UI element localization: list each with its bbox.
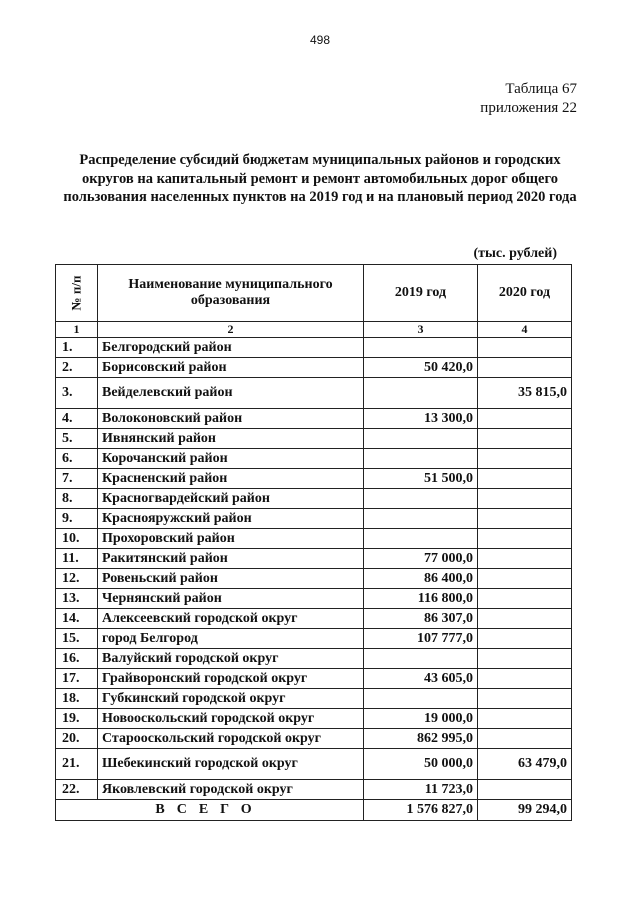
row-name: Белгородский район — [98, 338, 364, 358]
row-value-2020 — [478, 589, 572, 609]
table-row — [56, 569, 572, 589]
row-value-2020 — [478, 669, 572, 689]
row-name: Шебекинский городской округ — [98, 749, 364, 780]
row-name: Ракитянский район — [98, 549, 364, 569]
appendix-number: приложения 22 — [480, 100, 577, 116]
row-value-2020 — [478, 649, 572, 669]
row-number: 12. — [56, 569, 98, 589]
row-number: 6. — [56, 449, 98, 469]
row-value-2019 — [364, 489, 478, 509]
column-index: 3 — [364, 322, 478, 338]
row-number: 18. — [56, 689, 98, 709]
row-value-2019: 50 000,0 — [364, 749, 478, 780]
table-row — [56, 429, 572, 449]
row-number: 14. — [56, 609, 98, 629]
row-number: 7. — [56, 469, 98, 489]
row-value-2020 — [478, 780, 572, 800]
row-value-2019 — [364, 429, 478, 449]
row-name: Красногвардейский район — [98, 489, 364, 509]
row-name: Ивнянский район — [98, 429, 364, 449]
row-name: Борисовский район — [98, 358, 364, 378]
table-row — [56, 780, 572, 800]
row-name: Старооскольский городской округ — [98, 729, 364, 749]
row-number: 1. — [56, 338, 98, 358]
row-value-2020 — [478, 689, 572, 709]
column-index: 1 — [56, 322, 98, 338]
row-number: 21. — [56, 749, 98, 780]
row-name: Губкинский городской округ — [98, 689, 364, 709]
table-row — [56, 749, 572, 780]
row-number: 19. — [56, 709, 98, 729]
total-2020: 99 294,0 — [478, 800, 572, 821]
subsidy-table — [55, 264, 572, 821]
page-number: 498 — [309, 33, 331, 47]
row-value-2020 — [478, 449, 572, 469]
row-number: 2. — [56, 358, 98, 378]
row-name: Ровеньский район — [98, 569, 364, 589]
column-index-row — [56, 322, 572, 338]
row-value-2019: 50 420,0 — [364, 358, 478, 378]
units-label: (тыс. рублей) — [473, 246, 557, 261]
table-row — [56, 449, 572, 469]
row-name: Прохоровский район — [98, 529, 364, 549]
row-number: 11. — [56, 549, 98, 569]
row-value-2019: 86 400,0 — [364, 569, 478, 589]
table-row — [56, 549, 572, 569]
row-name: Чернянский район — [98, 589, 364, 609]
table-row — [56, 529, 572, 549]
row-number: 20. — [56, 729, 98, 749]
row-value-2020 — [478, 549, 572, 569]
row-value-2019 — [364, 529, 478, 549]
column-index: 2 — [98, 322, 364, 338]
table-number: Таблица 67 — [505, 81, 577, 97]
row-value-2020 — [478, 629, 572, 649]
row-name: Грайворонский городской округ — [98, 669, 364, 689]
row-name: Валуйский городской округ — [98, 649, 364, 669]
total-row — [56, 800, 572, 821]
table-row — [56, 378, 572, 409]
row-number: 8. — [56, 489, 98, 509]
row-value-2020: 63 479,0 — [478, 749, 572, 780]
row-number: 5. — [56, 429, 98, 449]
row-name: Новооскольский городской округ — [98, 709, 364, 729]
total-2019: 1 576 827,0 — [364, 800, 478, 821]
row-value-2019 — [364, 509, 478, 529]
row-value-2020: 35 815,0 — [478, 378, 572, 409]
row-value-2019: 107 777,0 — [364, 629, 478, 649]
table-row — [56, 589, 572, 609]
row-number: 4. — [56, 409, 98, 429]
table-row — [56, 609, 572, 629]
header-row — [56, 265, 572, 322]
row-number: 22. — [56, 780, 98, 800]
row-value-2020 — [478, 509, 572, 529]
row-value-2020 — [478, 729, 572, 749]
document-title: Распределение субсидий бюджетам муниципальных районов и городских округов на капитальный ремонт и ремонт автомобильных дорог общего пользования населенных пунктов на 2019 год и на плановый период 2020 года — [63, 152, 577, 205]
row-number: 13. — [56, 589, 98, 609]
row-value-2020 — [478, 469, 572, 489]
row-value-2019: 77 000,0 — [364, 549, 478, 569]
row-value-2019: 43 605,0 — [364, 669, 478, 689]
table-row — [56, 409, 572, 429]
table-row — [56, 469, 572, 489]
table-row — [56, 669, 572, 689]
row-number: 10. — [56, 529, 98, 549]
row-value-2019 — [364, 338, 478, 358]
row-value-2019 — [364, 378, 478, 409]
row-value-2019 — [364, 689, 478, 709]
row-name: Яковлевский городской округ — [98, 780, 364, 800]
row-value-2019 — [364, 449, 478, 469]
row-number: 9. — [56, 509, 98, 529]
row-value-2020 — [478, 569, 572, 589]
row-value-2019: 86 307,0 — [364, 609, 478, 629]
row-value-2019: 116 800,0 — [364, 589, 478, 609]
header-number: № п/п — [56, 265, 98, 322]
total-label: ВСЕГО — [56, 800, 364, 821]
row-value-2019: 11 723,0 — [364, 780, 478, 800]
table-row — [56, 649, 572, 669]
row-value-2020 — [478, 429, 572, 449]
row-value-2019: 862 995,0 — [364, 729, 478, 749]
row-name: Вейделевский район — [98, 378, 364, 409]
header-2020: 2020 год — [478, 265, 572, 322]
table-row — [56, 489, 572, 509]
row-value-2020 — [478, 609, 572, 629]
row-number: 17. — [56, 669, 98, 689]
row-value-2020 — [478, 358, 572, 378]
table-row — [56, 509, 572, 529]
row-value-2020 — [478, 529, 572, 549]
row-name: город Белгород — [98, 629, 364, 649]
header-name: Наименование муниципального образования — [98, 265, 364, 322]
row-name: Волоконовский район — [98, 409, 364, 429]
row-name: Корочанский район — [98, 449, 364, 469]
row-value-2020 — [478, 409, 572, 429]
row-number: 16. — [56, 649, 98, 669]
table-row — [56, 629, 572, 649]
row-value-2020 — [478, 709, 572, 729]
appendix-reference — [480, 80, 577, 118]
row-value-2020 — [478, 489, 572, 509]
row-value-2019: 19 000,0 — [364, 709, 478, 729]
header-2019: 2019 год — [364, 265, 478, 322]
column-index: 4 — [478, 322, 572, 338]
row-name: Красненский район — [98, 469, 364, 489]
table-row — [56, 338, 572, 358]
table-row — [56, 729, 572, 749]
row-number: 3. — [56, 378, 98, 409]
table-row — [56, 358, 572, 378]
row-value-2019 — [364, 649, 478, 669]
row-value-2020 — [478, 338, 572, 358]
row-value-2019: 13 300,0 — [364, 409, 478, 429]
row-name: Алексеевский городской округ — [98, 609, 364, 629]
row-value-2019: 51 500,0 — [364, 469, 478, 489]
row-name: Краснояружский район — [98, 509, 364, 529]
row-number: 15. — [56, 629, 98, 649]
table-row — [56, 689, 572, 709]
table-row — [56, 709, 572, 729]
